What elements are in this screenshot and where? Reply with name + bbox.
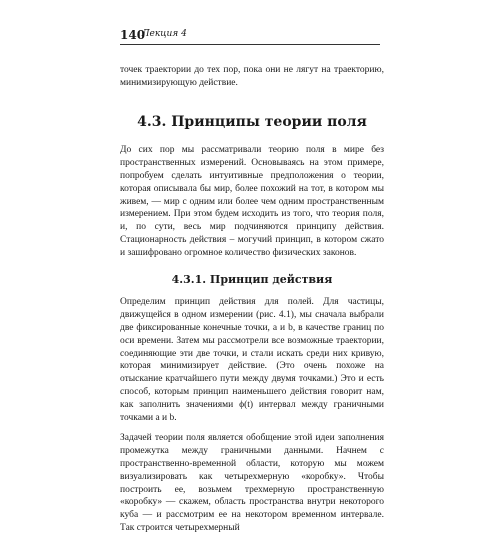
intro-paragraph: точек траектории до тех пор, пока они не лягут на траекторию, минимизирующую действие. xyxy=(120,65,384,88)
subsection-title: 4.3.1. Принцип действия xyxy=(171,272,333,286)
running-head: Лекция 4 xyxy=(142,29,187,39)
section-paragraph: До сих пор мы рассматривали теорию поля в мире без пространственных измерений. Основываясь на этом примере, попробуем сделать интуитивные предположения о теории, которая описывала бы мир, более похожий на тот, в котором мы живем, — мир с одним или более чем одним пространственным измерением. При этом будем исходить из того, что теория поля, и, по сути, весь мир подчиняются принципу действия. Стационарность действия – могучий принцип, в котором сжато и зашифровано огромное количество физических законов. xyxy=(120,145,384,258)
subsection-paragraph-1: Определим принцип действия для полей. Для частицы, движущейся в одном измерении (рис. 4.1), мы сначала выбрали две фиксированные конечные точки, a и b, в качестве границ по оси времени. Затем мы рассмотрели все возможные траектории, соединяющие эти две точки, и стали искать среди них кривую, которая минимизирует действие. (Это очень похоже на отыскание кратчайшего пути между двумя точками.) Это и есть способ, которым принцип наименьшего действия говорит нам, как заполнить значениями ϕ(t) интервал между граничными точками a и b. xyxy=(120,297,384,423)
page-number: 140 xyxy=(120,28,146,42)
page-header xyxy=(120,28,380,45)
subsection-paragraph-2: Задачей теории поля является обобщение этой идеи заполнения промежутка между граничными данными. Начнем с пространственно-временной области, которую мы можем визуализировать как четырехмерную «коробку». Чтобы построить ее, возьмем трехмерную пространственную «коробку» — скажем, область пространства внутри некоторого куба — и рассмотрим ее на некотором временном интервале. Так строится четырехмерный xyxy=(120,433,384,533)
page-body xyxy=(120,64,384,535)
section-title: 4.3. Принципы теории поля xyxy=(137,113,367,130)
